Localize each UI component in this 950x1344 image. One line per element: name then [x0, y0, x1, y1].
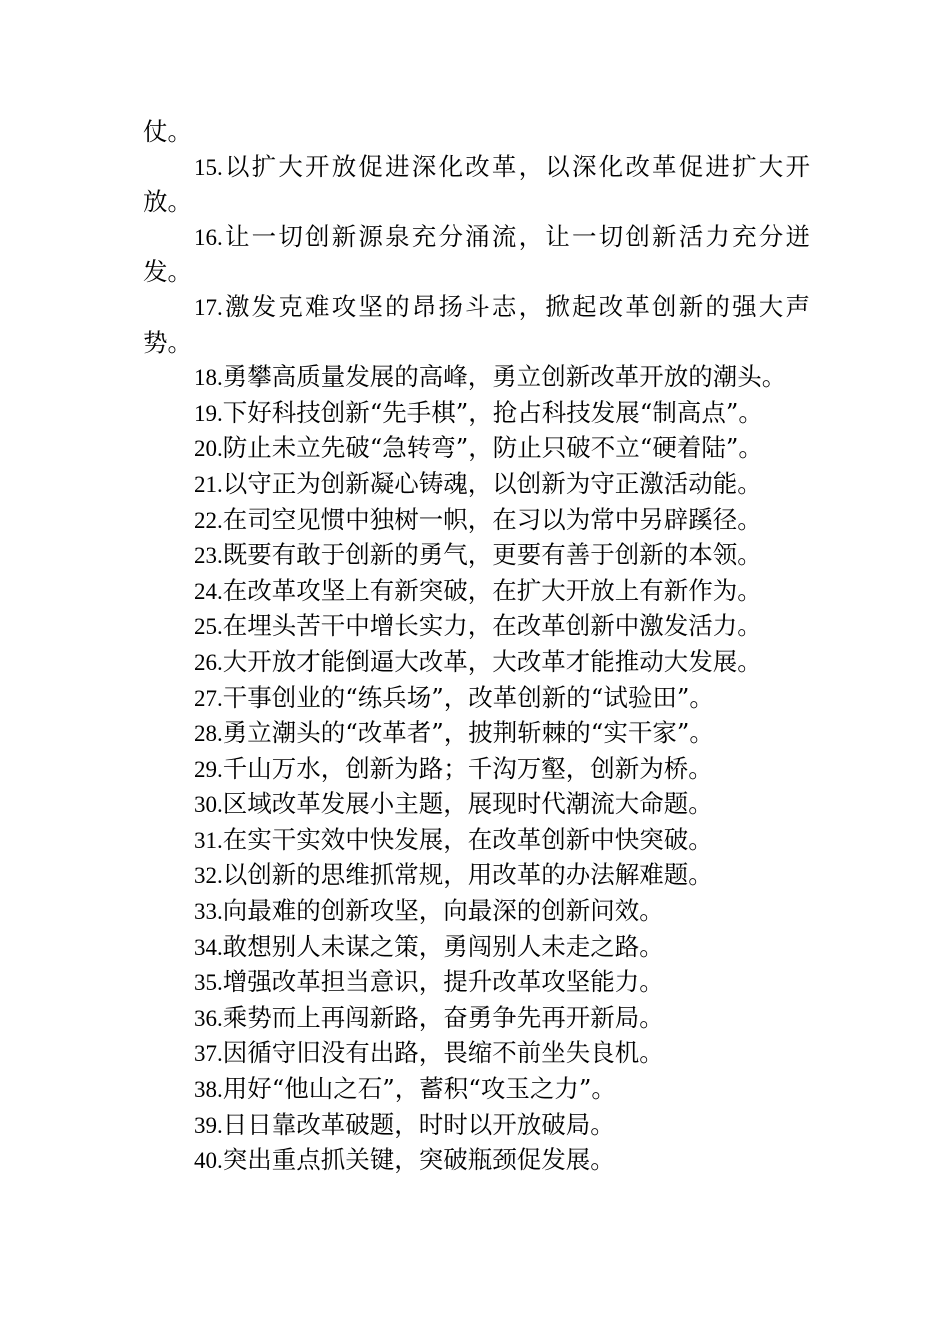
item-text: 乘势而上再闯新路，奋勇争先再开新局。 [222, 1002, 664, 1032]
item-number: 18. [194, 365, 223, 391]
item-text: 在实干实效中快发展，在改革创新中快突破。 [222, 824, 713, 854]
list-item-24 [143, 574, 810, 610]
document-body [143, 115, 810, 1179]
item-text: 在改革攻坚上有新突破，在扩大开放上有新作为。 [222, 575, 762, 605]
item-number: 37. [194, 1041, 223, 1067]
item-number: 33. [194, 899, 223, 925]
item-text: 区域改革发展小主题，展现时代潮流大命题。 [222, 789, 713, 819]
item-number: 25. [194, 614, 223, 640]
item-text: 下好科技创新“先手棋”，抢占科技发展“制高点”。 [222, 397, 763, 427]
item-text: 用好“他山之石”，蓄积“攻玉之力”。 [222, 1074, 616, 1104]
item-number: 30. [194, 792, 223, 818]
item-number: 15. [194, 154, 223, 180]
list-item-28 [143, 716, 810, 752]
leading-fragment: 仗。 [143, 117, 192, 146]
item-text: 千山万水，创新为路；千沟万壑，创新为桥。 [222, 753, 713, 783]
item-text: 让一切创新源泉充分涌流，让一切创新活力充分迸发。 [143, 221, 810, 287]
item-text: 既要有敢于创新的勇气，更要有善于创新的本领。 [222, 540, 762, 570]
list-item-16 [143, 220, 810, 290]
item-text: 增强改革担当意识，提升改革攻坚能力。 [222, 967, 664, 997]
list-item-17 [143, 290, 810, 360]
item-number: 31. [194, 827, 223, 853]
item-text: 大开放才能倒逼大改革，大改革才能推动大发展。 [222, 646, 762, 676]
item-number: 19. [194, 400, 223, 426]
list-item-38 [143, 1072, 810, 1108]
item-text: 向最难的创新攻坚，向最深的创新问效。 [222, 896, 664, 926]
item-text: 防止未立先破“急转弯”，防止只破不立“硬着陆”。 [222, 433, 763, 463]
item-number: 24. [194, 578, 223, 604]
item-number: 39. [194, 1112, 223, 1138]
item-number: 16. [194, 224, 223, 250]
item-number: 23. [194, 543, 223, 569]
item-text: 以扩大开放促进深化改革，以深化改革促进扩大开放。 [143, 151, 810, 217]
list-item-20 [143, 431, 810, 467]
list-item-15 [143, 150, 810, 220]
item-text: 日日靠改革破题，时时以开放破局。 [222, 1109, 615, 1139]
list-item-33 [143, 894, 810, 930]
list-item-18 [143, 360, 810, 396]
item-text: 以守正为创新凝心铸魂，以创新为守正激活动能。 [222, 468, 762, 498]
item-number: 28. [194, 721, 223, 747]
item-number: 40. [194, 1148, 223, 1174]
item-text: 干事创业的“练兵场”，改革创新的“试验田”。 [222, 682, 714, 712]
item-number: 29. [194, 756, 223, 782]
list-item-36 [143, 1001, 810, 1037]
list-item-40 [143, 1143, 810, 1179]
list-item-27 [143, 681, 810, 717]
list-item-23 [143, 538, 810, 574]
item-text: 在埋头苦干中增长实力，在改革创新中激发活力。 [222, 611, 762, 641]
item-text: 突出重点抓关键，突破瓶颈促发展。 [222, 1145, 615, 1175]
list-item-29 [143, 752, 810, 788]
item-number: 34. [194, 934, 223, 960]
list-item-26 [143, 645, 810, 681]
item-text: 因循守旧没有出路，畏缩不前坐失良机。 [222, 1038, 664, 1068]
list-item-30 [143, 787, 810, 823]
list-item-34 [143, 930, 810, 966]
item-text: 在司空见惯中独树一帜，在习以为常中另辟蹊径。 [222, 504, 762, 534]
list-item-39 [143, 1108, 810, 1144]
list-item-32 [143, 858, 810, 894]
list-item-31 [143, 823, 810, 859]
item-text: 勇攀高质量发展的高峰，勇立创新改革开放的潮头。 [222, 362, 787, 392]
list-item-21 [143, 467, 810, 503]
item-number: 27. [194, 685, 223, 711]
item-number: 22. [194, 507, 223, 533]
item-number: 26. [194, 649, 223, 675]
item-number: 38. [194, 1077, 223, 1103]
item-text: 以创新的思维抓常规，用改革的办法解难题。 [222, 860, 713, 890]
item-number: 20. [194, 436, 223, 462]
item-number: 35. [194, 970, 223, 996]
list-item-19 [143, 396, 810, 432]
item-text: 敢想别人未谋之策，勇闯别人未走之路。 [222, 931, 664, 961]
list-item-25 [143, 609, 810, 645]
item-number: 32. [194, 863, 223, 889]
list-item-37 [143, 1036, 810, 1072]
item-text: 激发克难攻坚的昂扬斗志，掀起改革创新的强大声势。 [143, 291, 810, 357]
list-item-22 [143, 503, 810, 539]
item-number: 17. [194, 294, 223, 320]
item-number: 21. [194, 471, 223, 497]
list-item-35 [143, 965, 810, 1001]
item-number: 36. [194, 1005, 223, 1031]
item-text: 勇立潮头的“改革者”，披荆斩棘的“实干家”。 [222, 718, 714, 748]
